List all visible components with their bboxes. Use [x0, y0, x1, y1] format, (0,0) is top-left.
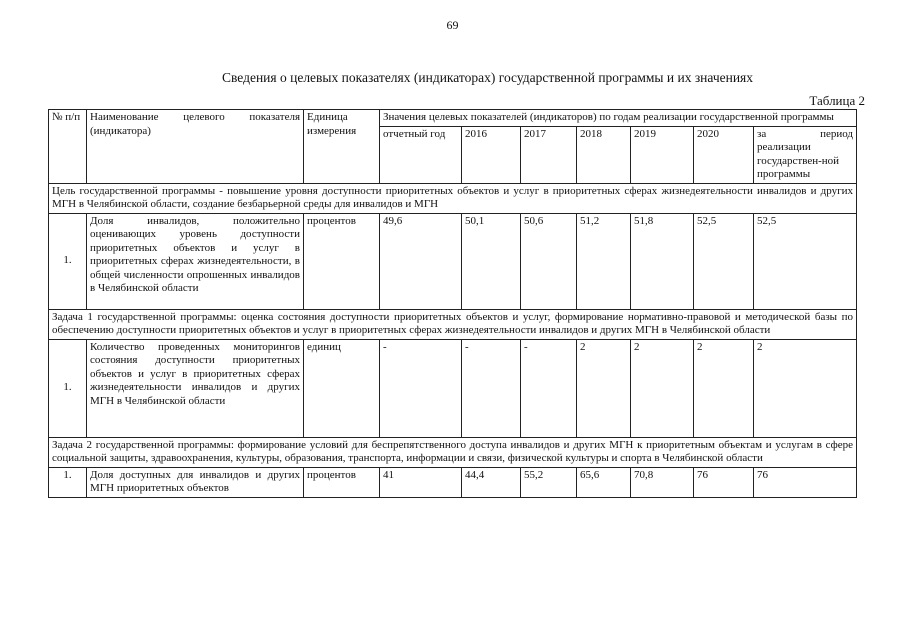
- row-value: 70,8: [631, 467, 694, 497]
- row-value: 51,8: [631, 213, 694, 309]
- page-number: 69: [446, 18, 459, 32]
- row-value: 2: [694, 339, 754, 437]
- row-value: 2: [631, 339, 694, 437]
- header-year-2017: 2017: [521, 126, 577, 183]
- row-value: 76: [754, 467, 857, 497]
- table-row: [49, 339, 857, 437]
- row-num: 1.: [49, 213, 87, 309]
- header-year-2018: 2018: [577, 126, 631, 183]
- row-value: -: [380, 339, 462, 437]
- row-value: -: [521, 339, 577, 437]
- row-unit: единиц: [304, 339, 380, 437]
- row-value: 41: [380, 467, 462, 497]
- header-year-2016: 2016: [462, 126, 521, 183]
- row-value: -: [462, 339, 521, 437]
- row-unit: процентов: [304, 213, 380, 309]
- row-value: 52,5: [694, 213, 754, 309]
- header-year-2020: 2020: [694, 126, 754, 183]
- header-values-group: Значения целевых показателей (индикаторов) по годам реализации государственной программы: [380, 110, 857, 127]
- table-row: [49, 213, 857, 309]
- row-value: 76: [694, 467, 754, 497]
- row-value: 2: [754, 339, 857, 437]
- row-indicator-name: Доля инвалидов, положительно оценивающих уровень доступности приоритетных объектов и услуг в приоритетных сферах жизнедеятельности, в общей численности опрошенных инвалидов в Челябинской области: [87, 213, 304, 309]
- row-value: 50,6: [521, 213, 577, 309]
- indicators-table: [48, 109, 857, 498]
- row-value: 49,6: [380, 213, 462, 309]
- row-value: 51,2: [577, 213, 631, 309]
- row-value: 44,4: [462, 467, 521, 497]
- section-task-1: Задача 1 государственной программы: оценка состояния доступности приоритетных объектов и услуг, формирование нормативно-правовой и методической базы по обеспечению доступности приоритетных объектов и услуг в приоритетных сферах жизнедеятельности инвалидов и других МГН в Челябинской области: [49, 309, 857, 339]
- table-label: Таблица 2: [809, 93, 865, 108]
- header-row-1: [49, 110, 857, 127]
- section-task-2: Задача 2 государственной программы: формирование условий для беспрепятственного доступа инвалидов и других МГН к приоритетным объектам и услугам в сфере социальной защиты, здравоохранения, культуры, образования, транспорта, информации и связи, физической культуры и спорта в Челябинской области: [49, 437, 857, 467]
- header-num: № п/п: [49, 110, 87, 184]
- row-value: 65,6: [577, 467, 631, 497]
- section-goal: Цель государственной программы - повышение уровня доступности приоритетных объектов и услуг в приоритетных сферах жизнедеятельности инвалидов и других МГН в Челябинской области, создание безбарьерной среды для инвалидов и МГН: [49, 183, 857, 213]
- header-year-report: отчетный год: [380, 126, 462, 183]
- row-num: 1.: [49, 339, 87, 437]
- header-period: за период реализации государствен-ной программы: [754, 126, 857, 183]
- row-indicator-name: Доля доступных для инвалидов и других МГН приоритетных объектов: [87, 467, 304, 497]
- row-value: 52,5: [754, 213, 857, 309]
- row-value: 50,1: [462, 213, 521, 309]
- header-unit: Единица измерения: [304, 110, 380, 184]
- row-value: 55,2: [521, 467, 577, 497]
- document-title: Сведения о целевых показателях (индикаторах) государственной программы и их значениях: [221, 70, 754, 85]
- header-year-2019: 2019: [631, 126, 694, 183]
- table-row: [49, 467, 857, 497]
- section-row-goal: [49, 183, 857, 213]
- row-unit: процентов: [304, 467, 380, 497]
- row-value: 2: [577, 339, 631, 437]
- row-indicator-name: Количество проведенных мониторингов состояния доступности приоритетных объектов и услуг в приоритетных сферах жизнедеятельности инвалидов и других МГН в Челябинской области: [87, 339, 304, 437]
- row-num: 1.: [49, 467, 87, 497]
- section-row-task-1: [49, 309, 857, 339]
- section-row-task-2: [49, 437, 857, 467]
- header-name: Наименование целевого показателя (индикатора): [87, 110, 304, 184]
